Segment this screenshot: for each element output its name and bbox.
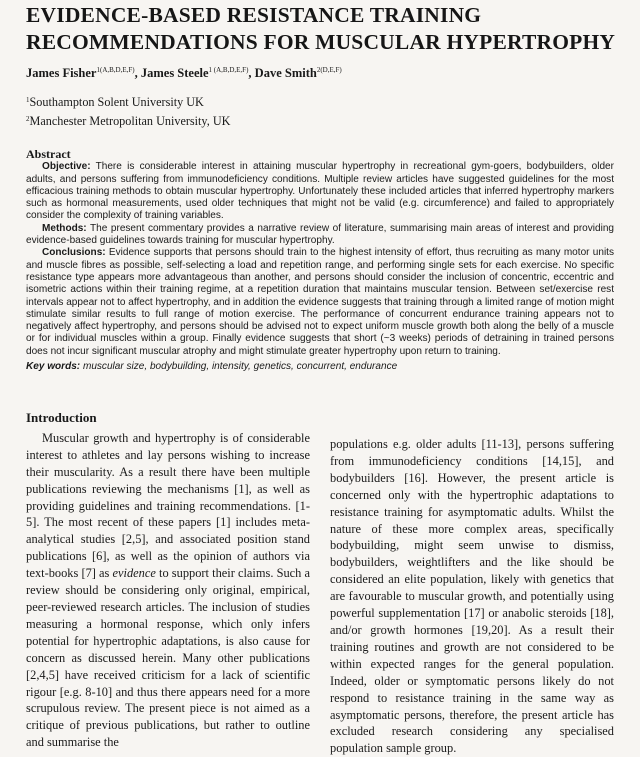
affiliations [26, 92, 230, 130]
abstract-conclusions [26, 247, 614, 358]
abstract-section [26, 148, 614, 373]
objective-label: Objective: [42, 161, 91, 173]
abstract-heading: Abstract [26, 147, 71, 161]
conclusions-label: Conclusions: [42, 247, 106, 259]
introduction-heading: Introduction [26, 410, 97, 425]
keywords-text: muscular size, bodybuilding, intensity, genetics, concurrent, endurance [80, 361, 398, 373]
title-line-2: RECOMMENDATIONS FOR MUSCULAR HYPERTROPHY [26, 30, 616, 54]
affiliation-text: Southampton Solent University UK [29, 95, 204, 109]
article-title [26, 2, 626, 56]
affiliation-number: 1 [26, 96, 30, 104]
author-affiliation-mark: 1 (A,B,D,E,F) [208, 66, 249, 74]
abstract-methods [26, 223, 614, 248]
abstract-objective [26, 161, 614, 222]
objective-text: There is considerable interest in attaining muscular hypertrophy in recreational gym-goers, bodybuilders, older adults, and persons suffering from immunodeficiency conditions. Multiple review articles have suggested guidelines for the most efficacious training methods to obtain muscular hypertrophy. Unfortunately these included articles that inferred hypertrophy markers such as hormonal measurements, used older techniques that might not be valid (e.g. circumference) and failed to appropriately consider the complexity of training variables. [26, 161, 614, 222]
author-list [26, 66, 342, 81]
body-column-left [26, 410, 310, 751]
introduction-paragraph [26, 430, 310, 751]
author-separator: , [134, 66, 141, 80]
conclusions-text: Evidence supports that persons should train to the highest intensity of effort, thus recruiting as many motor units and muscle fibres as possible, self-selecting a load and repetition range, and performing single sets for each exercise. No specific resistance type appears more advantageous than another, and persons should consider the inclusion of concentric, eccentric and isometric actions within their training regime, at a repetition duration that maintains muscular tension. Between set/exercise rest intervals appear not to affect hypertrophy, and in addition the evidence suggests that training through a limited range of motion might stimulate similar results to full range of motion exercise. The performance of concurrent endurance training appears not to negatively affect hypertrophy, and persons should be advised not to expect uniform muscle growth both along the belly of a muscle or for individual muscles within a group. Finally evidence suggests that short (~3 weeks) periods of detraining in trained persons does not incur significant muscular atrophy and might stimulate greater hypertrophy upon return to training. [26, 247, 614, 357]
intro-text-part1: Muscular growth and hypertrophy is of considerable interest to athletes and lay persons wishing to increase their muscularity. As a result there have been multiple publications reviewing the mechanisms [1], as well as providing guidelines and training recommendations. [1-5]. The most recent of these papers [1] includes meta-analytical studies [2,5], and associated position stand publications [6], as well as the opinion of authors via text-books [7] as [26, 430, 310, 581]
body-column-right [330, 436, 614, 757]
author-name: James Steele [140, 66, 209, 80]
affiliation-text: Manchester Metropolitan University, UK [29, 114, 231, 128]
keywords-label: Key words: [26, 361, 81, 373]
intro-emphasis: evidence [112, 566, 156, 581]
author-name: James Fisher [26, 66, 97, 80]
affiliation-number: 2 [26, 115, 30, 123]
body-paragraph: populations e.g. older adults [11-13], persons suffering from immunodeficiency conditions [14,15], and bodybuilders [16]. However, the present article is concerned only with the hypertrophic adaptations to resistance training for asymptomatic adults. Whilst the nature of these more complex areas, specifically bodybuilding, might seem unwise to dismiss, bodybuilders, weightlifters and the like should be considered an elite population, likely with genetics that are favourable to muscular growth, and potentially using powerful supplementation [17] or anabolic steroids [18], and/or growth hormones [19,20]. As a result their training routines and growth are not considered to be within expected ranges for the general population. Indeed, older or symptomatic persons likely do not respond to resistance training in the same way as asymptomatic persons, therefore, the present article has excluded research considering any specialised population sample group. [330, 437, 614, 756]
author-affiliation-mark: 2(D,E,F) [316, 66, 342, 74]
title-line-1: EVIDENCE-BASED RESISTANCE TRAINING [26, 3, 482, 27]
author-affiliation-mark: 1(A,B,D,E,F) [96, 66, 135, 74]
methods-label: Methods: [42, 222, 87, 234]
intro-text-part2: to support their claims. Such a review should be considering only original, empirical, peer-reviewed research articles. The inclusion of studies measuring a hormonal response, which only infers potential for hypertrophic adaptations, is also cause for concern as discussed herein. Many other publications [2,4,5] have received criticism for a lack of scientific rigour [e.g. 8-10] and thus there appears need for a more scrupulous review. The present piece is not aimed as a critique of previous publications, but rather to outline and summarise the [26, 566, 311, 750]
author-separator: , [248, 66, 255, 80]
affiliation-line [26, 111, 230, 130]
methods-text: The present commentary provides a narrative review of literature, summarising main areas of interest and providing evidence-based guidelines towards training for muscular hypertrophy. [26, 222, 614, 247]
affiliation-line [26, 92, 230, 111]
author-name: Dave Smith [254, 66, 317, 80]
keywords [26, 361, 614, 373]
